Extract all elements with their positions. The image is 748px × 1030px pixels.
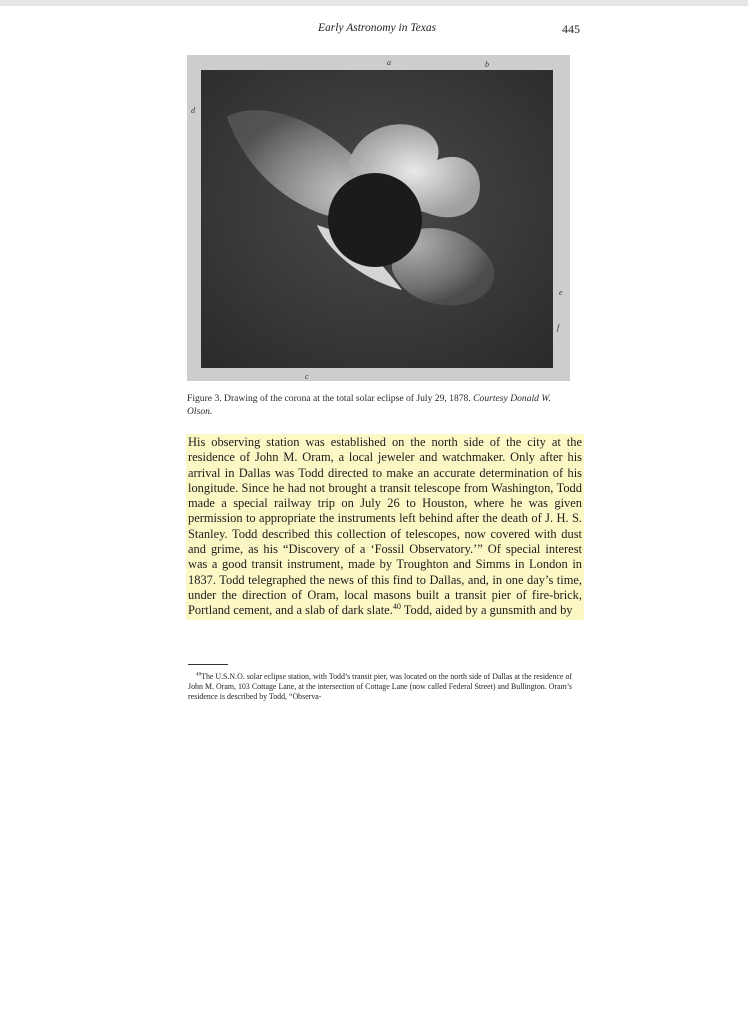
paragraph-text: His observing station was established on the north side of the city at the residence of John M. Oram, a local jeweler and watchmaker. Only after his arrival in Dallas was Todd directed to make an accurate determination of his longitude. Since he had not brought a transit telescope from Washington, Todd made a special railway trip on July 26 to Houston, where he was given permission to appropriate the instruments left behind after the death of J. H. S. Stanley. Todd described this collection of telescopes, now covered with dust and grime, as his “Discovery of a ‘Fossil Observatory.’” Of special interest was a good transit instrument, made by Troughton and Simms in London in 1837. Todd telegraphed the news of this find to Dallas, and, in one day’s time, under the direction of Oram, local masons built a transit pier of fire-brick, Portland cement, and a slab of dark slate. <box>188 435 582 618</box>
running-head <box>0 22 748 40</box>
paragraph-tail: Todd, aided by a gunsmith and by <box>400 603 573 618</box>
eclipse-corona-figure <box>187 55 570 381</box>
moon-disc <box>328 173 422 267</box>
running-head-title: Early Astronomy in Texas <box>318 22 437 34</box>
footnote-reference: 40 <box>392 602 401 612</box>
body-paragraph <box>186 434 584 620</box>
caption-text: Figure 3. Drawing of the corona at the total solar eclipse of July 29, 1878. <box>187 393 474 404</box>
caption-credit: Courtesy Donald W. Olson. <box>187 393 551 417</box>
figure-letter-b: b <box>485 60 489 69</box>
figure-letter-a: a <box>387 58 391 67</box>
footnote-divider <box>188 664 228 665</box>
highlighted-paragraph <box>186 434 584 620</box>
figure-letter-d: d <box>191 106 195 115</box>
scan-top-edge <box>0 0 748 6</box>
footnote-number: 40 <box>196 671 202 678</box>
footnote-text: The U.S.N.O. solar eclipse station, with Todd’s transit pier, was located on the north side of Dallas at the residence of John M. Oram, 103 Cottage Lane, at the intersection of Cottage Lane (now called Federal Street) and Bullington. Oram’s residence is described by Todd, “Observa- <box>188 672 572 702</box>
figure-letter-e: e <box>559 288 563 297</box>
figure-letter-f: f <box>557 323 560 332</box>
figure-letter-c: c <box>305 372 309 381</box>
figure-caption <box>187 392 573 418</box>
corona-drawing <box>187 55 570 381</box>
page-number: 445 <box>562 22 580 36</box>
footnote <box>188 672 572 703</box>
